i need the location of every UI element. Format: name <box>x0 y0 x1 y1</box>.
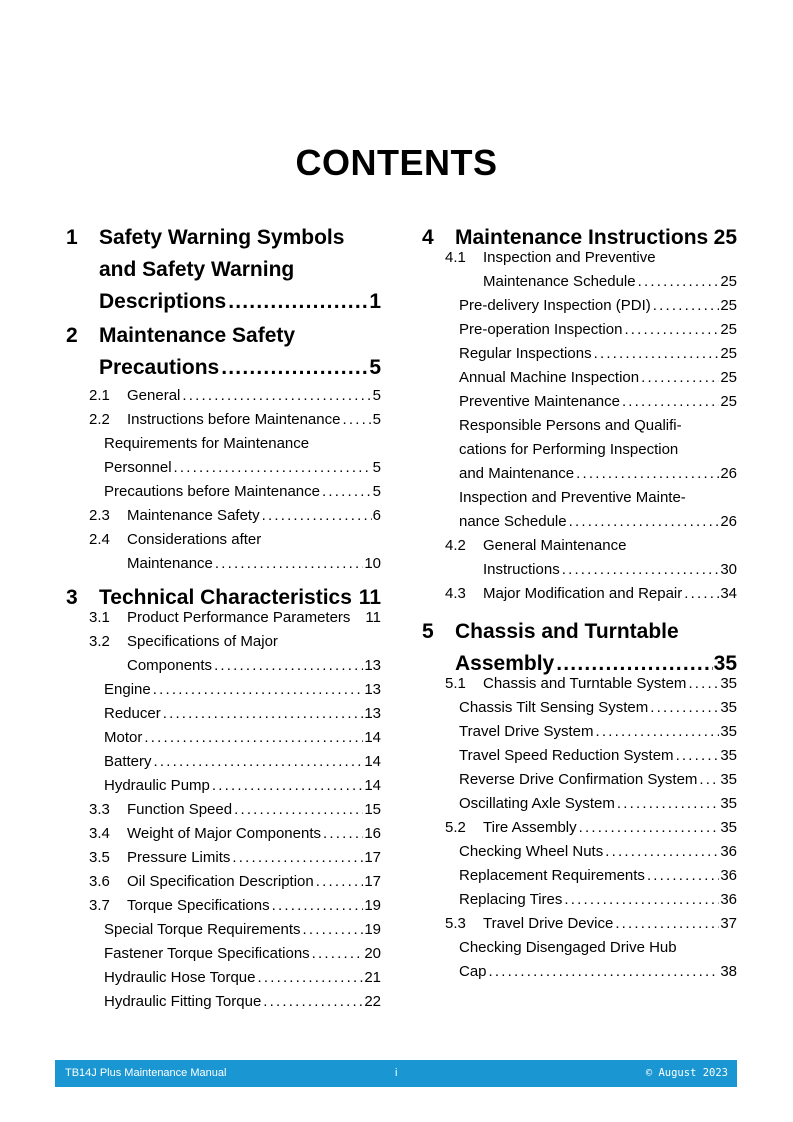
page-number: 30 <box>720 561 737 578</box>
page-number: 14 <box>364 729 381 746</box>
toc-chapter-5[interactable] <box>422 616 737 680</box>
chapter-number: 4 <box>422 226 434 249</box>
section-number: 3.6 <box>89 873 110 890</box>
page-number: 25 <box>720 369 737 386</box>
section-title: Maintenance Safety <box>127 507 260 524</box>
subsection-title: Oscillating Axle System <box>459 795 615 812</box>
toc-sub-hose-torque[interactable] <box>104 966 381 990</box>
page-number: 1 <box>369 290 381 313</box>
subsection-title: Precautions before Maintenance <box>104 483 320 500</box>
chapter-title-line: and Safety Warning <box>99 258 295 281</box>
toc-sub-drive-hub-cap[interactable] <box>459 936 737 984</box>
section-title-line: Inspection and Preventive <box>483 249 656 266</box>
page-number: 25 <box>713 226 737 249</box>
toc-section-3-5[interactable] <box>66 846 381 870</box>
page-number: 36 <box>720 891 737 908</box>
section-number: 5.3 <box>445 915 466 932</box>
page-number: 19 <box>364 897 381 914</box>
toc-sub-travel-drive[interactable] <box>459 720 737 744</box>
page-number: 14 <box>364 753 381 770</box>
toc-sub-precautions[interactable] <box>104 480 381 504</box>
section-number: 3.1 <box>89 609 110 626</box>
page-number: 25 <box>720 345 737 362</box>
page-number: 21 <box>364 969 381 986</box>
toc-section-2-1[interactable] <box>66 384 381 408</box>
chapter-number: 1 <box>66 226 78 249</box>
chapter-number: 3 <box>66 586 78 609</box>
section-number: 2.1 <box>89 387 110 404</box>
toc-section-3-2[interactable] <box>66 630 381 678</box>
toc-section-3-7[interactable] <box>66 894 381 918</box>
subsection-title: Replacing Tires <box>459 891 563 908</box>
section-title: General <box>127 387 181 404</box>
toc-sub-fastener-torque[interactable] <box>104 942 381 966</box>
footer-manual-title: TB14J Plus Maintenance Manual <box>65 1067 227 1079</box>
toc-section-2-2[interactable] <box>66 408 381 432</box>
section-title: Instructions <box>483 561 560 578</box>
subsection-title: Regular Inspections <box>459 345 592 362</box>
page-number: 20 <box>364 945 381 962</box>
page-number: 35 <box>720 819 737 836</box>
section-title: Components <box>127 657 213 674</box>
toc-sub-fitting-torque[interactable] <box>104 990 381 1014</box>
page-number: 25 <box>720 273 737 290</box>
section-title-line: General Maintenance <box>483 537 627 554</box>
subsection-title: Hydraulic Fitting Torque <box>104 993 262 1010</box>
chapter-title-line: Chassis and Turntable <box>455 620 679 643</box>
chapter-title-line: Assembly <box>455 652 555 675</box>
subsection-title: Checking Wheel Nuts <box>459 843 604 860</box>
subsection-title-line: Inspection and Preventive Mainte- <box>459 489 686 506</box>
page-number: 5 <box>372 459 381 476</box>
page-number: 14 <box>364 777 381 794</box>
subsection-title: Personnel <box>104 459 172 476</box>
page-number: 25 <box>720 321 737 338</box>
section-title: Major Modification and Repair <box>483 585 683 602</box>
section-title: Travel Drive Device <box>483 915 614 932</box>
page-number: 37 <box>720 915 737 932</box>
footer-page-number: i <box>395 1067 398 1079</box>
section-title: Maintenance Schedule <box>483 273 636 290</box>
page-number: 6 <box>372 507 381 524</box>
page-number: 35 <box>720 795 737 812</box>
subsection-title: Special Torque Requirements <box>104 921 301 938</box>
page-number: 26 <box>720 513 737 530</box>
page-number: 5 <box>369 356 381 379</box>
subsection-title: and Maintenance <box>459 465 575 482</box>
page-footer <box>55 1060 737 1087</box>
subsection-title: Cap <box>459 963 487 980</box>
subsection-title: Hydraulic Pump <box>104 777 210 794</box>
page-number: 35 <box>720 771 737 788</box>
page-number: 35 <box>713 652 737 675</box>
section-number: 2.2 <box>89 411 110 428</box>
page-number: 35 <box>720 699 737 716</box>
section-title-line: Considerations after <box>127 531 262 548</box>
footer-copyright: © August 2023 <box>645 1067 728 1079</box>
section-number: 4.1 <box>445 249 466 266</box>
toc-sub-tilt-sensing[interactable] <box>459 696 737 720</box>
page-number: 10 <box>364 555 381 572</box>
page-number: 26 <box>720 465 737 482</box>
toc-right-column <box>422 222 737 984</box>
page-number: 35 <box>720 675 737 692</box>
subsection-title-line: Checking Disengaged Drive Hub <box>459 939 677 956</box>
toc-sub-oscillating-axle[interactable] <box>459 792 737 816</box>
toc-sub-regular[interactable] <box>459 342 737 366</box>
toc-section-4-3[interactable] <box>422 582 737 606</box>
toc-section-3-6[interactable] <box>66 870 381 894</box>
subsection-title: Travel Drive System <box>459 723 594 740</box>
page-number: 13 <box>364 681 381 698</box>
section-number: 4.2 <box>445 537 466 554</box>
page-number: 11 <box>358 586 381 609</box>
page-title: CONTENTS <box>295 142 498 183</box>
subsection-title: Annual Machine Inspection <box>459 369 640 386</box>
toc-sub-speed-reduction[interactable] <box>459 744 737 768</box>
page-number: 15 <box>364 801 381 818</box>
section-title: Function Speed <box>127 801 233 818</box>
toc-sub-reverse-drive[interactable] <box>459 768 737 792</box>
page-number: 25 <box>720 297 737 314</box>
toc-sub-battery[interactable] <box>104 750 381 774</box>
toc-chapter-1[interactable] <box>66 222 381 318</box>
page-number: 16 <box>364 825 381 842</box>
section-title-line: Specifications of Major <box>127 633 278 650</box>
page-number: 5 <box>372 411 381 428</box>
toc-section-2-4[interactable] <box>66 528 381 576</box>
toc-sub-replacing-tires[interactable] <box>459 888 737 912</box>
page-number: 13 <box>364 657 381 674</box>
toc-sub-motor[interactable] <box>104 726 381 750</box>
section-title: Torque Specifications <box>127 897 270 914</box>
chapter-number: 2 <box>66 324 78 347</box>
toc-sub-wheel-nuts[interactable] <box>459 840 737 864</box>
section-number: 3.5 <box>89 849 110 866</box>
toc-sub-replacement[interactable] <box>459 864 737 888</box>
toc-section-4-2[interactable] <box>422 534 737 582</box>
page-number: 35 <box>720 747 737 764</box>
subsection-title: Reverse Drive Confirmation System <box>459 771 698 788</box>
toc-section-4-1[interactable] <box>422 246 737 294</box>
section-number: 5.2 <box>445 819 466 836</box>
subsection-title-line: Requirements for Maintenance <box>104 435 310 452</box>
page-number: 36 <box>720 843 737 860</box>
chapter-title-line: Precautions <box>99 356 220 379</box>
section-number: 4.3 <box>445 585 466 602</box>
toc-sub-pdi[interactable] <box>459 294 737 318</box>
page-number: 35 <box>720 723 737 740</box>
toc-sub-hydraulic-pump[interactable] <box>104 774 381 798</box>
page-number: 22 <box>364 993 381 1010</box>
toc-section-3-3[interactable] <box>66 798 381 822</box>
page-number: 19 <box>364 921 381 938</box>
section-number: 2.3 <box>89 507 110 524</box>
subsection-title: nance Schedule <box>459 513 567 530</box>
section-title: Pressure Limits <box>127 849 231 866</box>
section-number: 3.3 <box>89 801 110 818</box>
subsection-title: Reducer <box>104 705 161 722</box>
subsection-title: Travel Speed Reduction System <box>459 747 674 764</box>
section-number: 3.4 <box>89 825 110 842</box>
subsection-title: Engine <box>104 681 151 698</box>
toc-sub-responsible-persons[interactable] <box>459 414 737 486</box>
subsection-title: Replacement Requirements <box>459 867 645 884</box>
page-number: 5 <box>372 483 381 500</box>
subsection-title: Pre-operation Inspection <box>459 321 623 338</box>
toc-sub-reducer[interactable] <box>104 702 381 726</box>
toc-section-3-4[interactable] <box>66 822 381 846</box>
toc-sub-inspection-schedule[interactable] <box>459 486 737 534</box>
toc-sub-annual[interactable] <box>459 366 737 390</box>
toc-chapter-2[interactable] <box>66 320 381 384</box>
toc-section-5-2[interactable] <box>422 816 737 840</box>
page-number: 13 <box>364 705 381 722</box>
toc-sub-special-torque[interactable] <box>104 918 381 942</box>
toc-left-column <box>66 222 381 1014</box>
subsection-title-line: Responsible Persons and Qualifi- <box>459 417 682 434</box>
section-title: Product Performance Parameters <box>127 609 351 626</box>
section-title: Weight of Major Components <box>127 825 321 842</box>
page-number: 34 <box>720 585 737 602</box>
toc-section-5-3[interactable] <box>422 912 737 936</box>
subsection-title: Chassis Tilt Sensing System <box>459 699 649 716</box>
toc-section-5-1[interactable] <box>422 672 737 696</box>
page-number: 17 <box>364 873 381 890</box>
page-number: 38 <box>720 963 737 980</box>
section-number: 3.7 <box>89 897 110 914</box>
section-title: Instructions before Maintenance <box>127 411 341 428</box>
chapter-number: 5 <box>422 620 434 643</box>
subsection-title: Preventive Maintenance <box>459 393 620 410</box>
subsection-title-line: cations for Performing Inspection <box>459 441 679 458</box>
subsection-title: Motor <box>104 729 143 746</box>
toc-section-2-3[interactable] <box>66 504 381 528</box>
subsection-title: Fastener Torque Specifications <box>104 945 310 962</box>
chapter-title-line: Maintenance Safety <box>99 324 296 347</box>
section-number: 5.1 <box>445 675 466 692</box>
toc-sub-engine[interactable] <box>104 678 381 702</box>
page-number: 5 <box>372 387 381 404</box>
section-title: Tire Assembly <box>483 819 577 836</box>
chapter-title-line: Maintenance Instructions <box>455 226 709 249</box>
subsection-title: Hydraulic Hose Torque <box>104 969 256 986</box>
chapter-title-line: Technical Characteristics <box>99 586 352 609</box>
toc-sub-preventive[interactable] <box>459 390 737 414</box>
toc-sub-requirements[interactable] <box>104 432 381 480</box>
section-number: 3.2 <box>89 633 110 650</box>
page-number: 25 <box>720 393 737 410</box>
subsection-title: Battery <box>104 753 152 770</box>
section-title: Oil Specification Description <box>127 873 314 890</box>
section-title: Maintenance <box>127 555 213 572</box>
section-number: 2.4 <box>89 531 110 548</box>
toc-section-3-1[interactable] <box>66 606 381 630</box>
page-number: 11 <box>365 609 381 626</box>
chapter-title-line: Descriptions <box>99 290 227 313</box>
section-title: Chassis and Turntable System <box>483 675 687 692</box>
page-number: 17 <box>364 849 381 866</box>
chapter-title-line: Safety Warning Symbols <box>99 226 345 249</box>
subsection-title: Pre-delivery Inspection (PDI) <box>459 297 651 314</box>
page-number: 36 <box>720 867 737 884</box>
toc-sub-pre-operation[interactable] <box>459 318 737 342</box>
